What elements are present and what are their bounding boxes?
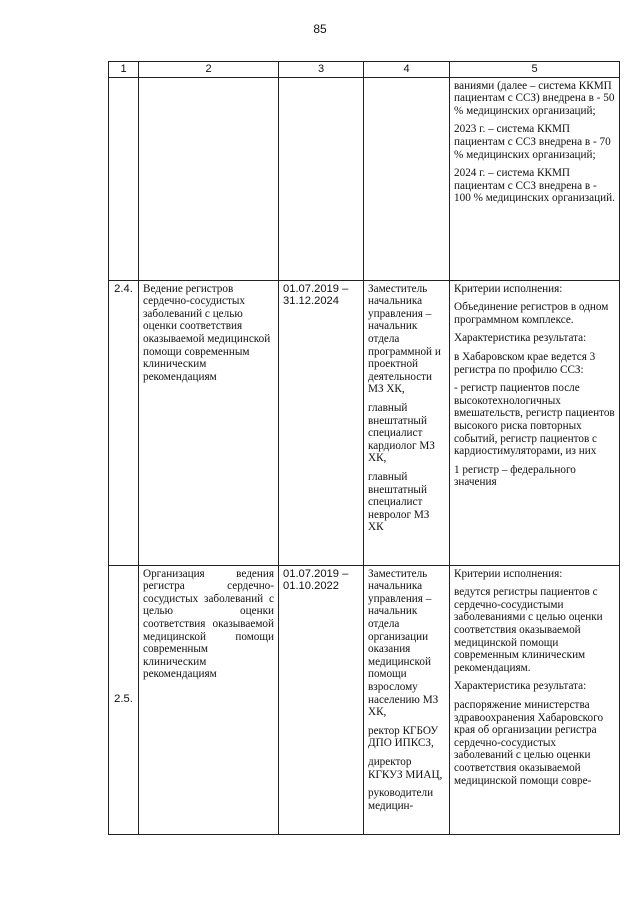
responsible-entry: главный внештатный специалист кардиолог МЗ ХК,: [368, 401, 435, 465]
column-header: 5: [450, 62, 620, 78]
result-paragraph: Критерии исполнения:: [454, 282, 563, 295]
result-paragraph: 2024 г. – система ККМП пациентам с ССЗ внедрена в - 100 % медицинских организаций.: [454, 167, 615, 205]
responsible-cell: [364, 77, 450, 280]
event-cell: Ведение регистров сердечно-сосудистых заболеваний с целью оценки соответствия оказываемой медицинской помощи современным клиническим рекомендациям: [139, 280, 279, 565]
table-row: [109, 280, 620, 565]
responsible-entry: директор КГКУЗ МИАЦ,: [368, 755, 443, 781]
result-paragraph: Объединение регистров в одном программном комплексе.: [454, 301, 609, 326]
event-cell: [139, 77, 279, 280]
result-cell: [450, 77, 620, 280]
row-number: 2.4.: [109, 280, 139, 565]
row-number: 2.5.: [109, 565, 139, 834]
column-header: 1: [109, 62, 139, 78]
column-header: 3: [279, 62, 364, 78]
measures-table: [108, 61, 620, 835]
row-number: [109, 77, 139, 280]
result-paragraph: Характеристика результата:: [454, 680, 587, 693]
result-paragraph: распоряжение министерства здравоохранения Хабаровского края об организации регистра сердечно-сосудистых заболеваний с целью оценки соответствия оказываемой медицинской помощи совре-: [454, 698, 604, 787]
responsible-entry: ректор КГБОУ ДПО ИПКСЗ,: [368, 724, 439, 750]
dates-cell: 01.07.2019 – 01.10.2022: [279, 565, 364, 834]
event-cell: Организация ведения регистра сердечно-сосудистых заболеваний с целью оценки соответствия оказываемой медицинской помощи современным клиническим рекомендациям: [139, 565, 279, 834]
result-paragraph: Характеристика результата:: [454, 332, 587, 345]
page-number: 85: [313, 22, 327, 36]
result-cell: [450, 280, 620, 565]
result-paragraph: ведутся регистры пациентов с сердечно-сосудистыми заболеваниями с целью оценки соответствия оказываемой медицинской помощи современным клиническим рекомендациям.: [454, 586, 603, 674]
table-row: [109, 77, 620, 280]
responsible-cell: [364, 280, 450, 565]
responsible-entry: главный внештатный специалист невролог МЗ ХК: [368, 470, 430, 534]
result-paragraph: ваниями (далее – система ККМП пациентам с ССЗ) внедрена в - 50 % медицинских организаций;: [454, 79, 615, 117]
result-paragraph: 2023 г. – система ККМП пациентам с ССЗ внедрена в - 70 % медицинских организаций;: [454, 123, 611, 161]
table-header-row: [109, 62, 620, 78]
table-row: [109, 565, 620, 834]
dates-cell: [279, 77, 364, 280]
result-cell: [450, 565, 620, 834]
column-header: 4: [364, 62, 450, 78]
result-paragraph: - регистр пациентов после высокотехнологичных вмешательств, регистр пациентов высокого риска повторных событий, регистр пациентов с кардиостимуляторами, из них: [454, 382, 615, 458]
responsible-cell: [364, 565, 450, 834]
responsible-entry: Заместитель начальника управления – начальник отдела программной и проектной деятельности МЗ ХК,: [368, 282, 441, 396]
column-header: 2: [139, 62, 279, 78]
result-paragraph: в Хабаровском крае ведется 3 регистра по профилю ССЗ:: [454, 350, 596, 376]
dates-cell: 01.07.2019 – 31.12.2024: [279, 280, 364, 565]
responsible-entry: руководители медицин-: [368, 787, 434, 812]
responsible-entry: Заместитель начальника управления – начальник отдела организации оказания медицинской помощи взрослому населению МЗ ХК,: [368, 567, 439, 719]
result-paragraph: Критерии исполнения:: [454, 567, 563, 580]
result-paragraph: 1 регистр – федерального значения: [454, 463, 576, 489]
